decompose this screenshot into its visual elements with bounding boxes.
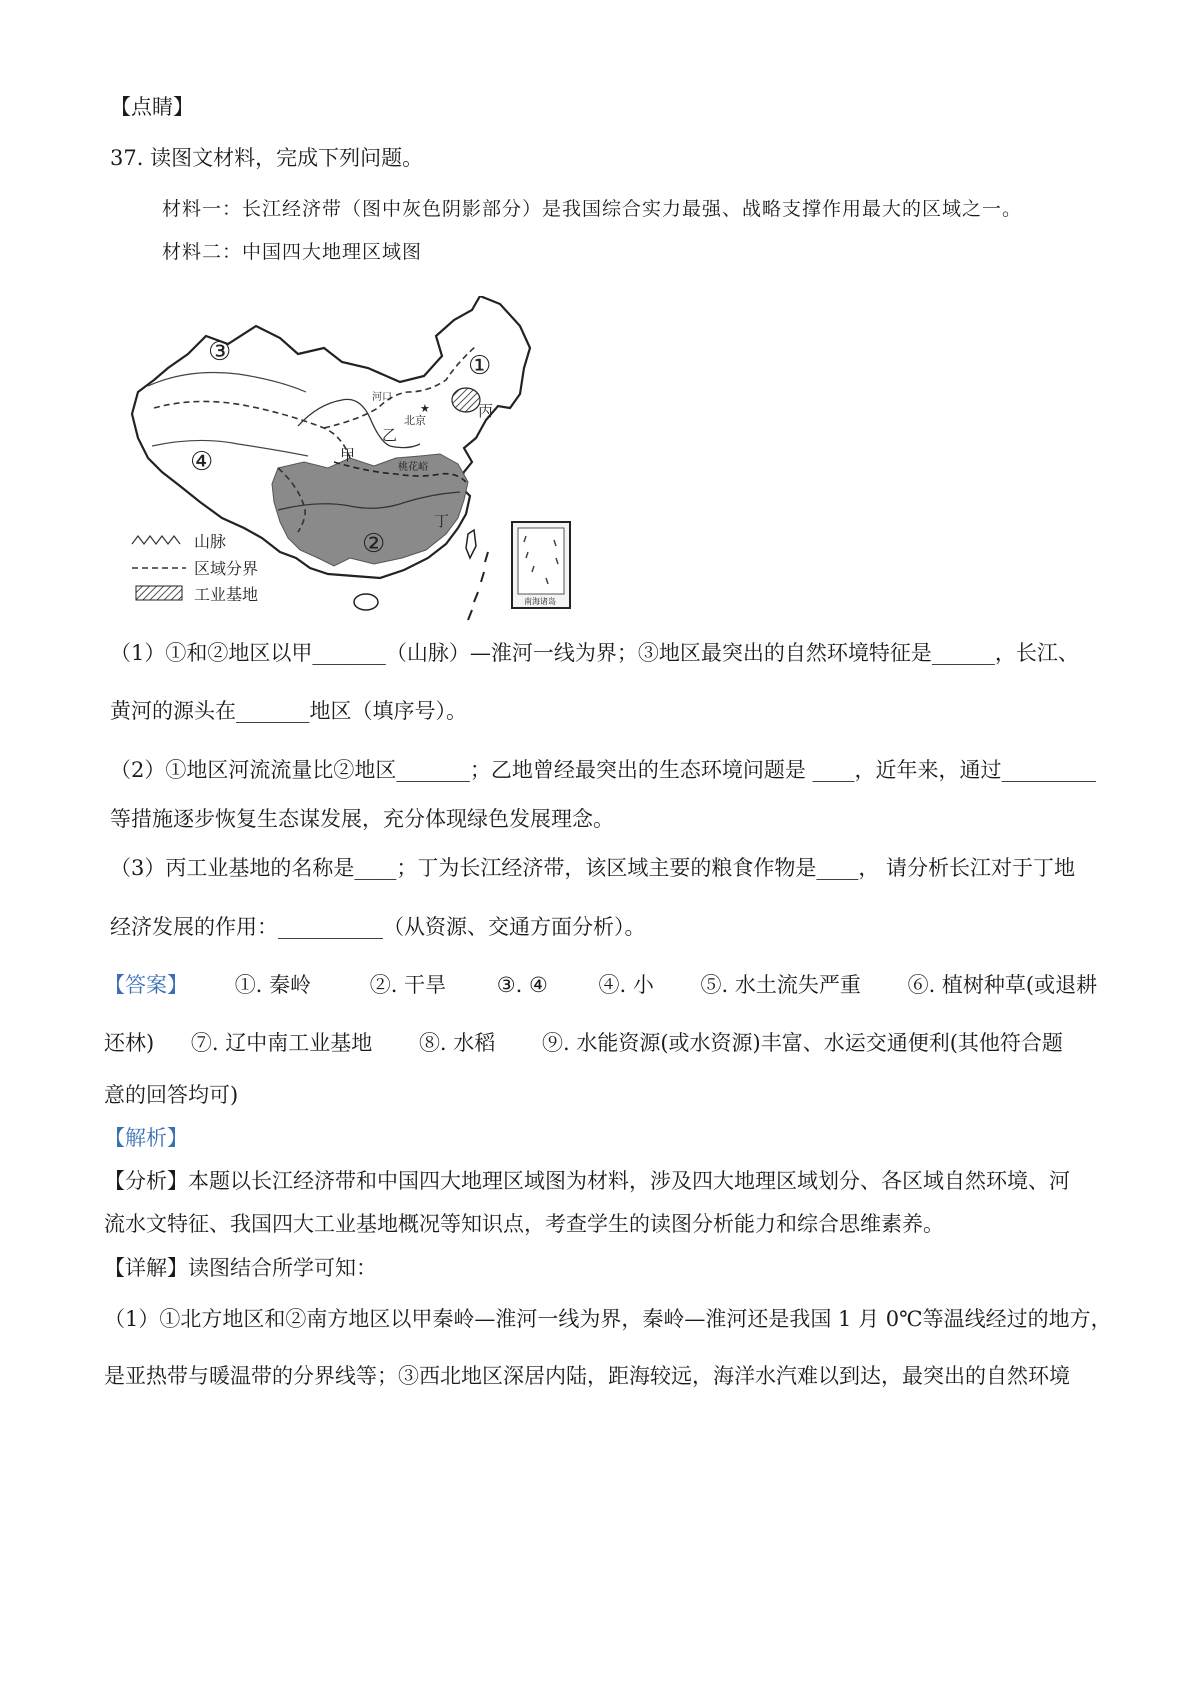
place-label-yi: 乙	[382, 426, 398, 444]
answer-item: ④. 小	[598, 973, 654, 997]
legend-industrial-icon	[136, 586, 182, 600]
q1-line1: （1）①和②地区以甲_______（山脉）—淮河一线为界；③地区最突出的自然环境特征是______，长江、	[110, 641, 1079, 665]
legend-industrial-label: 工业基地	[194, 585, 259, 604]
jiexi-tag: 【解析】	[104, 1126, 188, 1150]
q1-line2: 黄河的源头在_______地区（填序号）。	[110, 699, 467, 723]
south-china-sea-dashes	[468, 552, 488, 620]
place-label-jia: 甲	[340, 446, 356, 464]
answer-item: ③. ④	[496, 973, 548, 997]
answer-line3: 意的回答均可)	[104, 1083, 239, 1107]
place-label-taohuayu: 桃花峪	[398, 462, 428, 473]
map-legend	[132, 532, 258, 604]
taiwan-island	[466, 530, 476, 558]
region-label-2: ②	[362, 529, 386, 559]
answer-item: ⑦. 辽中南工业基地	[190, 1031, 373, 1055]
place-label-beijing: 北京	[404, 414, 426, 427]
inset-label: 南海诸岛	[524, 597, 556, 606]
beijing-star-icon: ★	[420, 402, 430, 415]
hainan-island	[354, 594, 378, 610]
material-two: 材料二：中国四大地理区域图	[162, 241, 423, 263]
place-label-ding: 丁	[434, 512, 450, 530]
detail-line1: （1）①北方地区和②南方地区以甲秦岭—淮河一线为界，秦岭—淮河还是我国 1 月 0℃等温线经过的地方，	[104, 1307, 1112, 1331]
analysis-line2: 流水文特征、我国四大工业基地概况等知识点，考查学生的读图分析能力和综合思维素养。	[104, 1212, 944, 1236]
legend-boundary-label: 区域分界	[194, 559, 259, 578]
q2-line2: 等措施逐步恢复生态谋发展，充分体现绿色发展理念。	[110, 807, 614, 831]
legend-mountain-label: 山脉	[194, 532, 227, 551]
region-label-3: ③	[208, 337, 232, 367]
q3-line2: 经济发展的作用：__________（从资源、交通方面分析）。	[110, 915, 646, 939]
place-label-hekou: 河口	[372, 392, 392, 403]
south-china-sea-inset	[512, 522, 570, 608]
place-label-bing: 丙	[478, 402, 494, 420]
question-title: 37. 读图文材料，完成下列问题。	[110, 146, 424, 170]
answer-item: ⑥. 植树种草(或退耕	[907, 973, 1098, 997]
answer-item: ⑨. 水能资源(或水资源)丰富、水运交通便利(其他符合题	[541, 1031, 1063, 1055]
detail-heading: 【详解】读图结合所学可知：	[104, 1256, 377, 1280]
answer-line2	[104, 1028, 1063, 1058]
answer-item: ⑤. 水土流失严重	[700, 973, 861, 997]
region-label-1: ①	[468, 351, 492, 381]
q2-line1: （2）①地区河流流量比②地区_______；乙地曾经最突出的生态环境问题是 ____，近年来，通过_________	[110, 758, 1097, 782]
answer-tag: 【答案】	[104, 973, 188, 997]
answer-item: ①. 秦岭	[234, 973, 312, 997]
dianjing-heading: 【点睛】	[110, 95, 194, 119]
china-regions-map	[128, 296, 648, 672]
answer-item: ②. 干旱	[369, 973, 447, 997]
answer-item: 还林)	[104, 1031, 155, 1055]
material-one: 材料一：长江经济带（图中灰色阴影部分）是我国综合实力最强、战略支撑作用最大的区域之一。	[162, 198, 1023, 220]
detail-line2: 是亚热带与暖温带的分界线等；③西北地区深居内陆，距海较远，海洋水汽难以到达，最突出的自然环境	[104, 1364, 1070, 1388]
answer-item: ⑧. 水稻	[418, 1031, 496, 1055]
answer-line1	[104, 970, 1097, 1000]
industrial-base-bing	[452, 388, 480, 412]
analysis-line1: 【分析】本题以长江经济带和中国四大地理区域图为材料，涉及四大地理区域划分、各区域自然环境、河	[104, 1169, 1070, 1193]
legend-mountain-icon	[132, 536, 180, 544]
region-label-4: ④	[190, 447, 214, 477]
q3-line1: （3）丙工业基地的名称是____；丁为长江经济带，该区域主要的粮食作物是____， 请分析长江对于丁地	[110, 856, 1076, 880]
